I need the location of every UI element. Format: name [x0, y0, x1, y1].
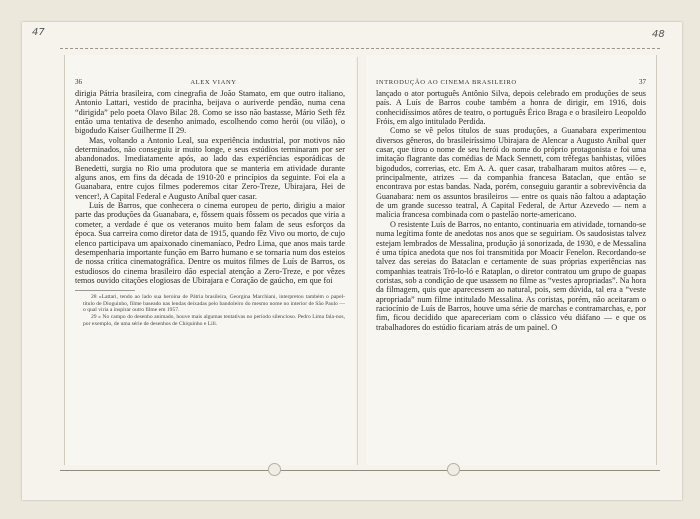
punch-hole-right — [447, 463, 460, 476]
footnote-rule — [75, 290, 135, 291]
left-body-text — [75, 89, 345, 285]
footnotes — [83, 290, 345, 327]
right-running-head: INTRODUÇÃO AO CINEMA BRASILEIRO — [376, 79, 517, 86]
book-spread — [60, 55, 660, 471]
left-page — [64, 55, 355, 465]
handwritten-page-number-right: 48 — [652, 29, 665, 40]
paragraph: O resistente Luís de Barros, no entanto, continuaria em atividade, tornando-se numa legítima fonte de anedotas nos anos que se seguiriam. Os saudosistas talvez estejam lembrados de Messalina, produção já sonorizada, de 1930, e de Messalina é uma típica anedota que nos foi transmitida por Moacir Fenelon. Recordando-se talvez das sereias do Bataclan e certamente de suas próprias experiências nas companhias teatrais Trô-lo-ló e Rataplan, o diretor contratou um grupo de guapas coristas, sob a condição de que usassem no filme as “vestes apropriadas”. Na hora da filmagem, quis que aparecessem ao natural, pois, sem dúvida, tal era a “veste apropriada” num filme intitulado Messalina. As coristas, porém, não aceitaram o raciocínio de Luís de Barros, houve uma série de marchas e contramarchas, e, por fim, ficou decidido que apareceriam com o clássico véu diáfano — e que os trabalhadores do estúdio ficariam atrás de um painel. O — [376, 219, 646, 332]
paragraph: Como se vê pelos títulos de suas produções, a Guanabara experimentou diversos gêneros, do brasileiríssimo Ubirajara de Alencar a Augusto Aníbal quer casar, que tirou o nome de seu herói do nome do próprio protagonista e foi uma imitação flagrante das comédias de Mack Sennett, com trêfegas banhistas, vilões bigodudos, correrias, etc. Em A. A. quer casar, trabalharam muitos atôres — e, principalmente, atrizes — da companhia francesa Bataclan, que então se encontrava por estas bandas. Nada, porém, conseguiu garantir a sobrevivência da Guanabara: nem os assuntos brasileiros — entre os quais não faltou a adaptação de um grande sucesso teatral, A Capital Federal, de Artur Azevedo — nem a malícia francesa combinada com o pastelão norte-americano. — [376, 126, 646, 220]
right-running-header — [376, 78, 646, 86]
handwritten-page-number-left: 47 — [32, 27, 45, 38]
paragraph: Luís de Barros, que conhecera o cinema europeu de perto, dirigiu a maior parte das produções da Guanabara, e, fôssem quais fôssem os pecados que viria a cometer, a verdade é que os veteranos muito bem falam de seus esforços da época. Sua carreira como diretor data de 1915, quando fêz Vivo ou morto, de cujo elenco participava um apaixonado cinemaníaco, Pedro Lima, que anos mais tarde desempenharia importante função em Barro humano e se tornaria num dos esteios de nossa crítica cinematográfica. Dentre os muitos filmes de Luís de Barros, os estudiosos do cinema brasileiro dão especial atenção a Zero-Treze, e por vêzes temos ouvido citações elogiosas de Ubirajara e Coração de gaúcho, em que foi — [75, 201, 345, 285]
book-gutter — [357, 57, 358, 465]
left-running-head: ALEX VIANY — [190, 79, 237, 86]
right-body-text — [376, 89, 646, 332]
paragraph: dirigia Pátria brasileira, com cinegrafia de João Stamato, em que outro italiano, Antonio Lattari, vestido de pracinha, beijava o auriverde pendão, numa cena “dirigida” pelo poeta Olavo Bilac 28. Como se isso não bastasse, Mário Seth fêz então uma tentativa de desenho animado, escolhendo como herói (ou vilão), o bigodudo Kaiser Guilherme II 29. — [75, 89, 345, 136]
footnote-29: 29 » No campo do desenho animado, houve mais algumas tentativas no período silencioso. Pedro Lima fala-nos, por exemplo, de uma série de desenhos de Chiquinho e Lili. — [83, 314, 345, 327]
right-page-number: 37 — [639, 78, 646, 86]
paragraph: lançado o ator português Antônio Silva, depois celebrado em produções de seus país. A Luís de Barros coube também a honra de dirigir, em 1916, dois conhecidíssimos atôres de teatro, o português Érico Braga e o brasileiro Leopoldo Fróis, em algo intitulado Perdida. — [376, 89, 646, 127]
left-running-header — [75, 78, 345, 86]
right-page — [366, 55, 657, 465]
punch-hole-left — [268, 463, 281, 476]
footnote-28: 28 «Lattari, tendo ao lado sua heroína de Pátria brasileira, Georgina Marchiani, interpretou também o papel-título de Dioguinho, filme baseado nas lendas deixadas pelo bandoleiro do mesmo nome no interior de São Paulo — o qual viria a inspirar outro filme em 1957. — [83, 294, 345, 314]
top-border-line — [60, 48, 660, 49]
left-page-number: 36 — [75, 78, 82, 86]
paragraph: Mas, voltando a Antonio Leal, sua experiência industrial, por motivos não determinados, não conseguiu ir muito longe, e seus estúdios terminaram por ser abandonados. Imediatamente após, ao lado das experiências esporádicas de Benedetti, surgia no Rio uma produtora que se manteria em atividade durante alguns anos, em fins da década de 1910-20 e princípios da seguinte. Foi ela a Guanabara, entre cujos filmes poderemos citar Zero-Treze, Ubirajara, Hei de vencer!, A Capital Federal e Augusto Aníbal quer casar. — [75, 135, 345, 201]
